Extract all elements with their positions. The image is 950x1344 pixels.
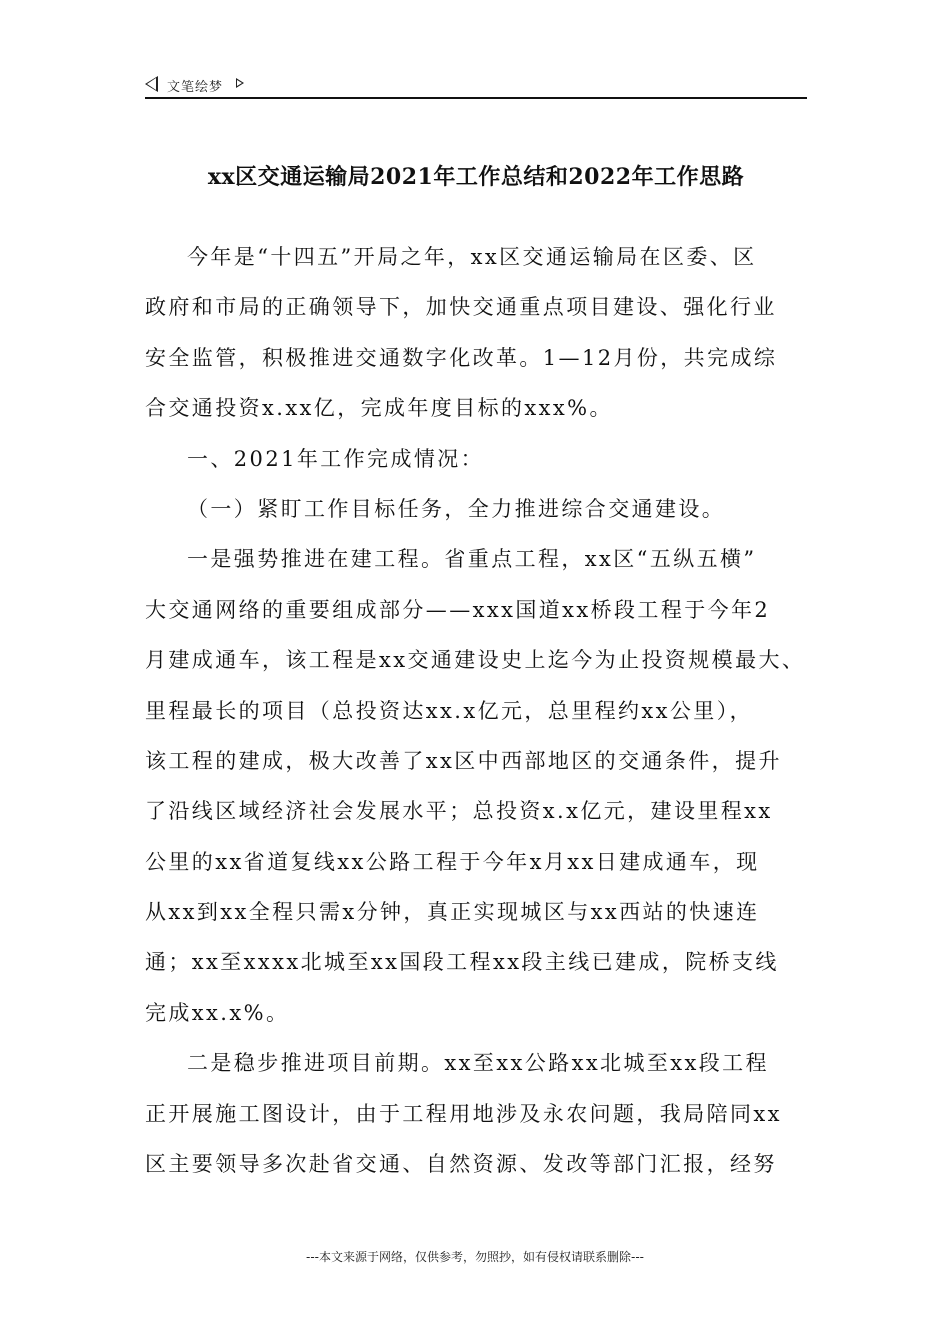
section-heading: 一、2021年工作完成情况： [187,446,485,471]
paragraph-line: 政府和市局的正确领导下，加快交通重点项目建设、强化行业 [145,295,777,320]
paragraph-line: 今年是“十四五”开局之年，xx区交通运输局在区委、区 [187,245,757,269]
header-divider [145,97,807,99]
paragraph-line: 从xx到xx全程只需x分钟，真正实现城区与xx西站的快速连 [145,900,760,925]
paragraph-line: 一是强势推进在建工程。省重点工程，xx区“五纵五横” [187,547,757,572]
paragraph-line: 通；xx至xxxx北城至xx国段工程xx段主线已建成，院桥支线 [145,950,779,975]
paragraph-line: 正开展施工图设计，由于工程用地涉及永农问题，我局陪同xx [145,1101,782,1126]
paragraph-line: 区主要领导多次赴省交通、自然资源、发改等部门汇报，经努 [145,1152,777,1177]
paragraph-line: 了沿线区域经济社会发展水平；总投资x.x亿元，建设里程xx [145,799,773,824]
triangle-left-icon [145,76,158,92]
document-body [145,232,810,1189]
paragraph-line: 完成xx.x%。 [145,1000,290,1025]
paragraph-line: 里程最长的项目（总投资达xx.x亿元，总里程约xx公里）， [145,698,753,723]
paragraph-line: 该工程的建成，极大改善了xx区中西部地区的交通条件，提升 [145,748,782,773]
footer-notice: ---本文来源于网络，仅供参考，勿照抄，如有侵权请联系删除--- [306,1250,644,1264]
header-brand: 文笔绘梦 [167,80,224,95]
triangle-right-icon [236,78,244,88]
paragraph-line: 二是稳步推进项目前期。xx至xx公路xx北城至xx段工程 [187,1051,769,1076]
document-title: xx区交通运输局2021年工作总结和2022年工作思路 [207,164,745,190]
paragraph-line: 安全监管，积极推进交通数字化改革。1—12月份，共完成综 [145,345,778,370]
paragraph-line: 公里的xx省道复线xx公路工程于今年x月xx日建成通车，现 [145,849,760,874]
paragraph-line: 月建成通车，该工程是xx交通建设史上迄今为止投资规模最大、 [145,648,806,673]
paragraph-line: 合交通投资x.xx亿，完成年度目标的xxx%。 [145,396,613,421]
page-header [145,72,807,98]
subsection-heading: （一）紧盯工作目标任务，全力推进综合交通建设。 [187,496,726,521]
paragraph-line: 大交通网络的重要组成部分——xxx国道xx桥段工程于今年2 [145,597,771,622]
